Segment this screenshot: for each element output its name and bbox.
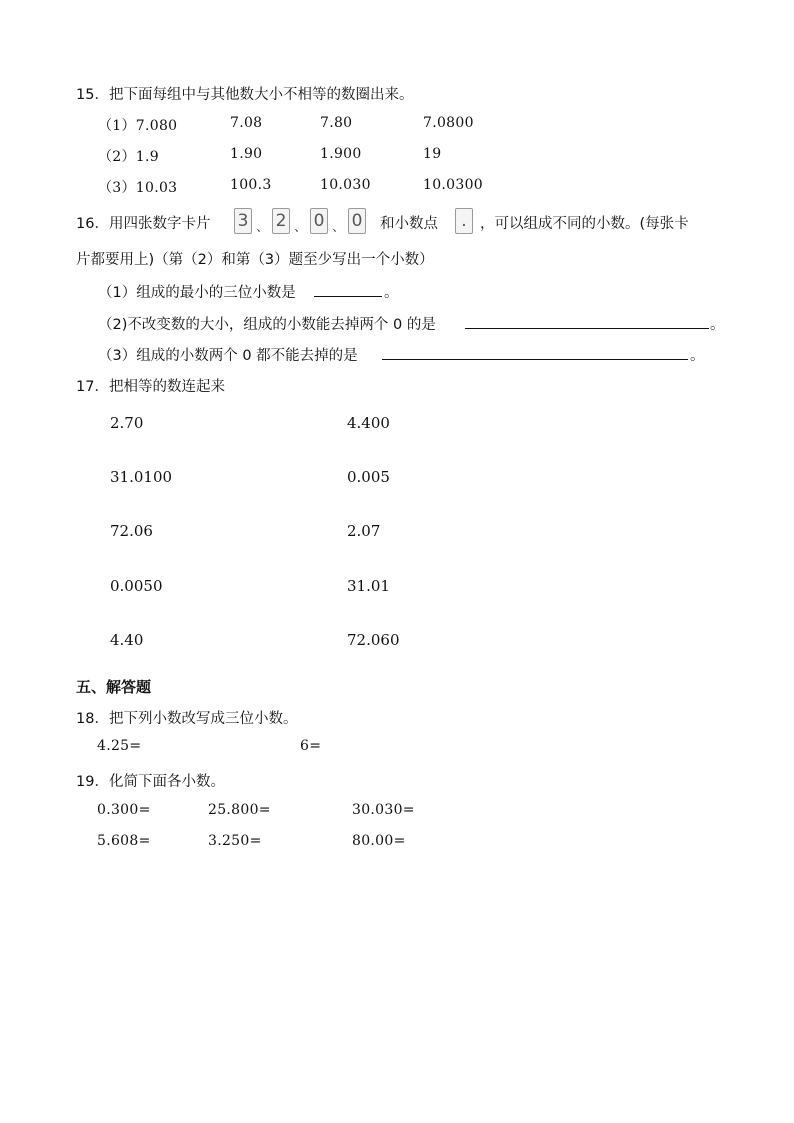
card-separator: 、 [332,220,346,235]
q15-row2-label: （2）1.9 [98,149,159,165]
q16-sub2: （2)不改变数的大小，组成的小数能去掉两个 0 的是 [98,317,436,333]
q15-row1-item1[interactable]: 7.08 [230,115,263,131]
q15-row2-item3[interactable]: 19 [423,146,442,162]
q19-item: 30.030= [352,802,415,818]
q16-middle: 和小数点 [380,216,438,232]
card-separator: 、 [256,220,270,235]
q15-row1-item3[interactable]: 7.0800 [423,115,474,131]
section-5-heading: 五、解答题 [76,678,152,696]
q15-row3-item1[interactable]: 100.3 [230,177,272,193]
decimal-point-card: . [455,208,473,234]
q15-row3-item3[interactable]: 10.0300 [423,177,483,193]
q17-left-item-3[interactable]: 72.06 [110,522,153,540]
q19-item: 5.608= [97,833,151,849]
q16-sub3-end: 。 [690,348,705,364]
digit-card-3: 0 [310,208,328,234]
q16-suffix: ，可以组成不同的小数。(每张卡 [480,216,689,232]
q15-title: 15．把下面每组中与其他数大小不相等的数圈出来。 [76,87,414,103]
q17-right-item-5[interactable]: 72.060 [347,631,400,649]
q16-sub1: （1）组成的最小的三位小数是 [98,285,296,301]
q19-item: 3.250= [208,833,262,849]
q19-item: 80.00= [352,833,406,849]
q16-sub1-end: 。 [384,285,399,301]
q15-row2-item2[interactable]: 1.900 [320,146,362,162]
q17-right-item-3[interactable]: 2.07 [347,522,381,540]
q17-left-item-4[interactable]: 0.0050 [110,577,163,595]
q17-right-item-1[interactable]: 4.400 [347,414,390,432]
q17-left-item-1[interactable]: 2.70 [110,414,144,432]
q16-sub2-answer-blank[interactable] [465,328,709,329]
q16-sub3: （3）组成的小数两个 0 都不能去掉的是 [98,348,358,364]
q19-title: 19．化简下面各小数。 [76,774,225,790]
digit-card-2: 2 [272,208,290,234]
digit-card-4: 0 [348,208,366,234]
digit-card-1: 3 [234,208,252,234]
q17-left-item-2[interactable]: 31.0100 [110,468,173,486]
q19-item: 25.800= [208,802,271,818]
q19-item: 0.300= [97,802,151,818]
q16-sub2-end: 。 [710,317,725,333]
q18-item-1: 4.25= [97,738,142,754]
q16-line2: 片都要用上)（第（2）和第（3）题至少写出一个小数） [76,252,434,268]
q15-row2-item1[interactable]: 1.90 [230,146,263,162]
card-separator: 、 [294,220,308,235]
q16-prefix: 16．用四张数字卡片 [76,216,211,232]
q15-row1-label: （1）7.080 [98,118,178,134]
q17-title: 17．把相等的数连起来 [76,379,225,395]
q17-right-item-2[interactable]: 0.005 [347,468,390,486]
q17-right-item-4[interactable]: 31.01 [347,577,390,595]
q18-title: 18．把下列小数改写成三位小数。 [76,711,298,727]
q15-row1-item2[interactable]: 7.80 [320,115,353,131]
q18-item-2: 6= [300,738,322,754]
q16-sub1-answer-blank[interactable] [314,296,382,297]
q15-row3-item2[interactable]: 10.030 [320,177,371,193]
q16-sub3-answer-blank[interactable] [382,359,688,360]
q15-row3-label: （3）10.03 [98,180,178,196]
q17-left-item-5[interactable]: 4.40 [110,631,144,649]
